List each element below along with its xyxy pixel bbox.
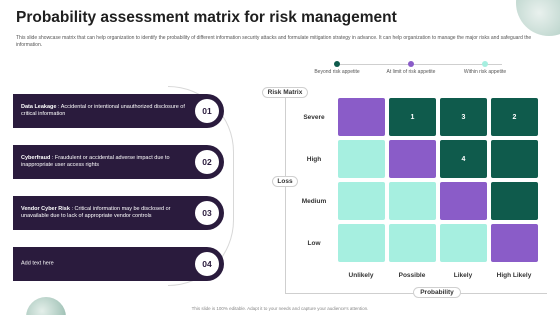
corner-decoration-circle [516, 0, 560, 36]
matrix-cell [389, 140, 436, 178]
matrix-cell [338, 224, 385, 262]
risk-item-text [21, 206, 191, 220]
risk-item-card [13, 94, 224, 128]
risk-item-desc: : Critical information may be disclosed or unavailable due to lack of appropriate vendor controls [21, 206, 171, 219]
row-label: High [306, 156, 322, 163]
matrix-cell [491, 182, 538, 220]
matrix-title: Risk Matrix [262, 87, 308, 98]
matrix-cell [338, 140, 385, 178]
risk-item-desc: : Accidental or intentional unauthorized disclosure of critical information [21, 104, 185, 117]
matrix-cell [389, 224, 436, 262]
matrix-cell [440, 224, 487, 262]
column-label: Unlikely [348, 272, 374, 279]
risk-item-text [21, 261, 191, 268]
legend-label: At limit of risk appetite [386, 69, 436, 75]
matrix-cell [491, 224, 538, 262]
matrix-cell: 2 [491, 98, 538, 136]
risk-item-name: Cyberfraud [21, 155, 51, 161]
legend-dot [408, 61, 414, 67]
risk-item-desc: : Fraudulent or accidental adverse impact due to inappropriate user access rights [21, 155, 170, 168]
matrix-cell: 3 [440, 98, 487, 136]
page-title: Probability assessment matrix for risk management [16, 9, 397, 26]
legend-dot [334, 61, 340, 67]
matrix-cell [440, 182, 487, 220]
column-label: Likely [453, 272, 473, 279]
risk-item-name: Data Leakage [21, 104, 57, 110]
row-label: Low [307, 240, 321, 247]
risk-item-card [13, 145, 224, 179]
column-label: Possible [398, 272, 426, 279]
risk-item-name: Vendor Cyber Risk [21, 206, 70, 212]
legend-line [340, 64, 502, 65]
page-subtitle: This slide showcase matrix that can help organization to identify the probability of different information security attacks and formulate mitigation strategy in advance. It can help organization to manage the major risks and safeguard the information. [16, 35, 532, 48]
risk-item-desc: Add text here [21, 260, 54, 267]
risk-item-number: 02 [195, 150, 219, 174]
legend-label: Beyond risk appetite [314, 69, 360, 75]
matrix-cell: 1 [389, 98, 436, 136]
risk-item-card [13, 196, 224, 230]
matrix-cell [389, 182, 436, 220]
risk-item-number: 03 [195, 201, 219, 225]
risk-item-number: 01 [195, 99, 219, 123]
risk-item-text [21, 155, 191, 169]
risk-item-number: 04 [195, 252, 219, 276]
y-axis-label: Loss [272, 176, 298, 187]
risk-item-card [13, 247, 224, 281]
matrix-cell [338, 182, 385, 220]
x-axis-label: Probability [413, 287, 461, 298]
risk-item-text [21, 104, 191, 118]
row-label: Severe [303, 114, 325, 121]
matrix-y-axis-line [285, 96, 286, 294]
column-label: High Likely [496, 272, 532, 279]
footer-note: This slide is 100% editable. Adapt it to your needs and capture your audience's attention. [191, 306, 369, 311]
matrix-cell [491, 140, 538, 178]
matrix-cell [338, 98, 385, 136]
legend-label: Within risk appetite [463, 69, 507, 75]
row-label: Medium [301, 198, 327, 205]
legend-dot [482, 61, 488, 67]
matrix-cell: 4 [440, 140, 487, 178]
